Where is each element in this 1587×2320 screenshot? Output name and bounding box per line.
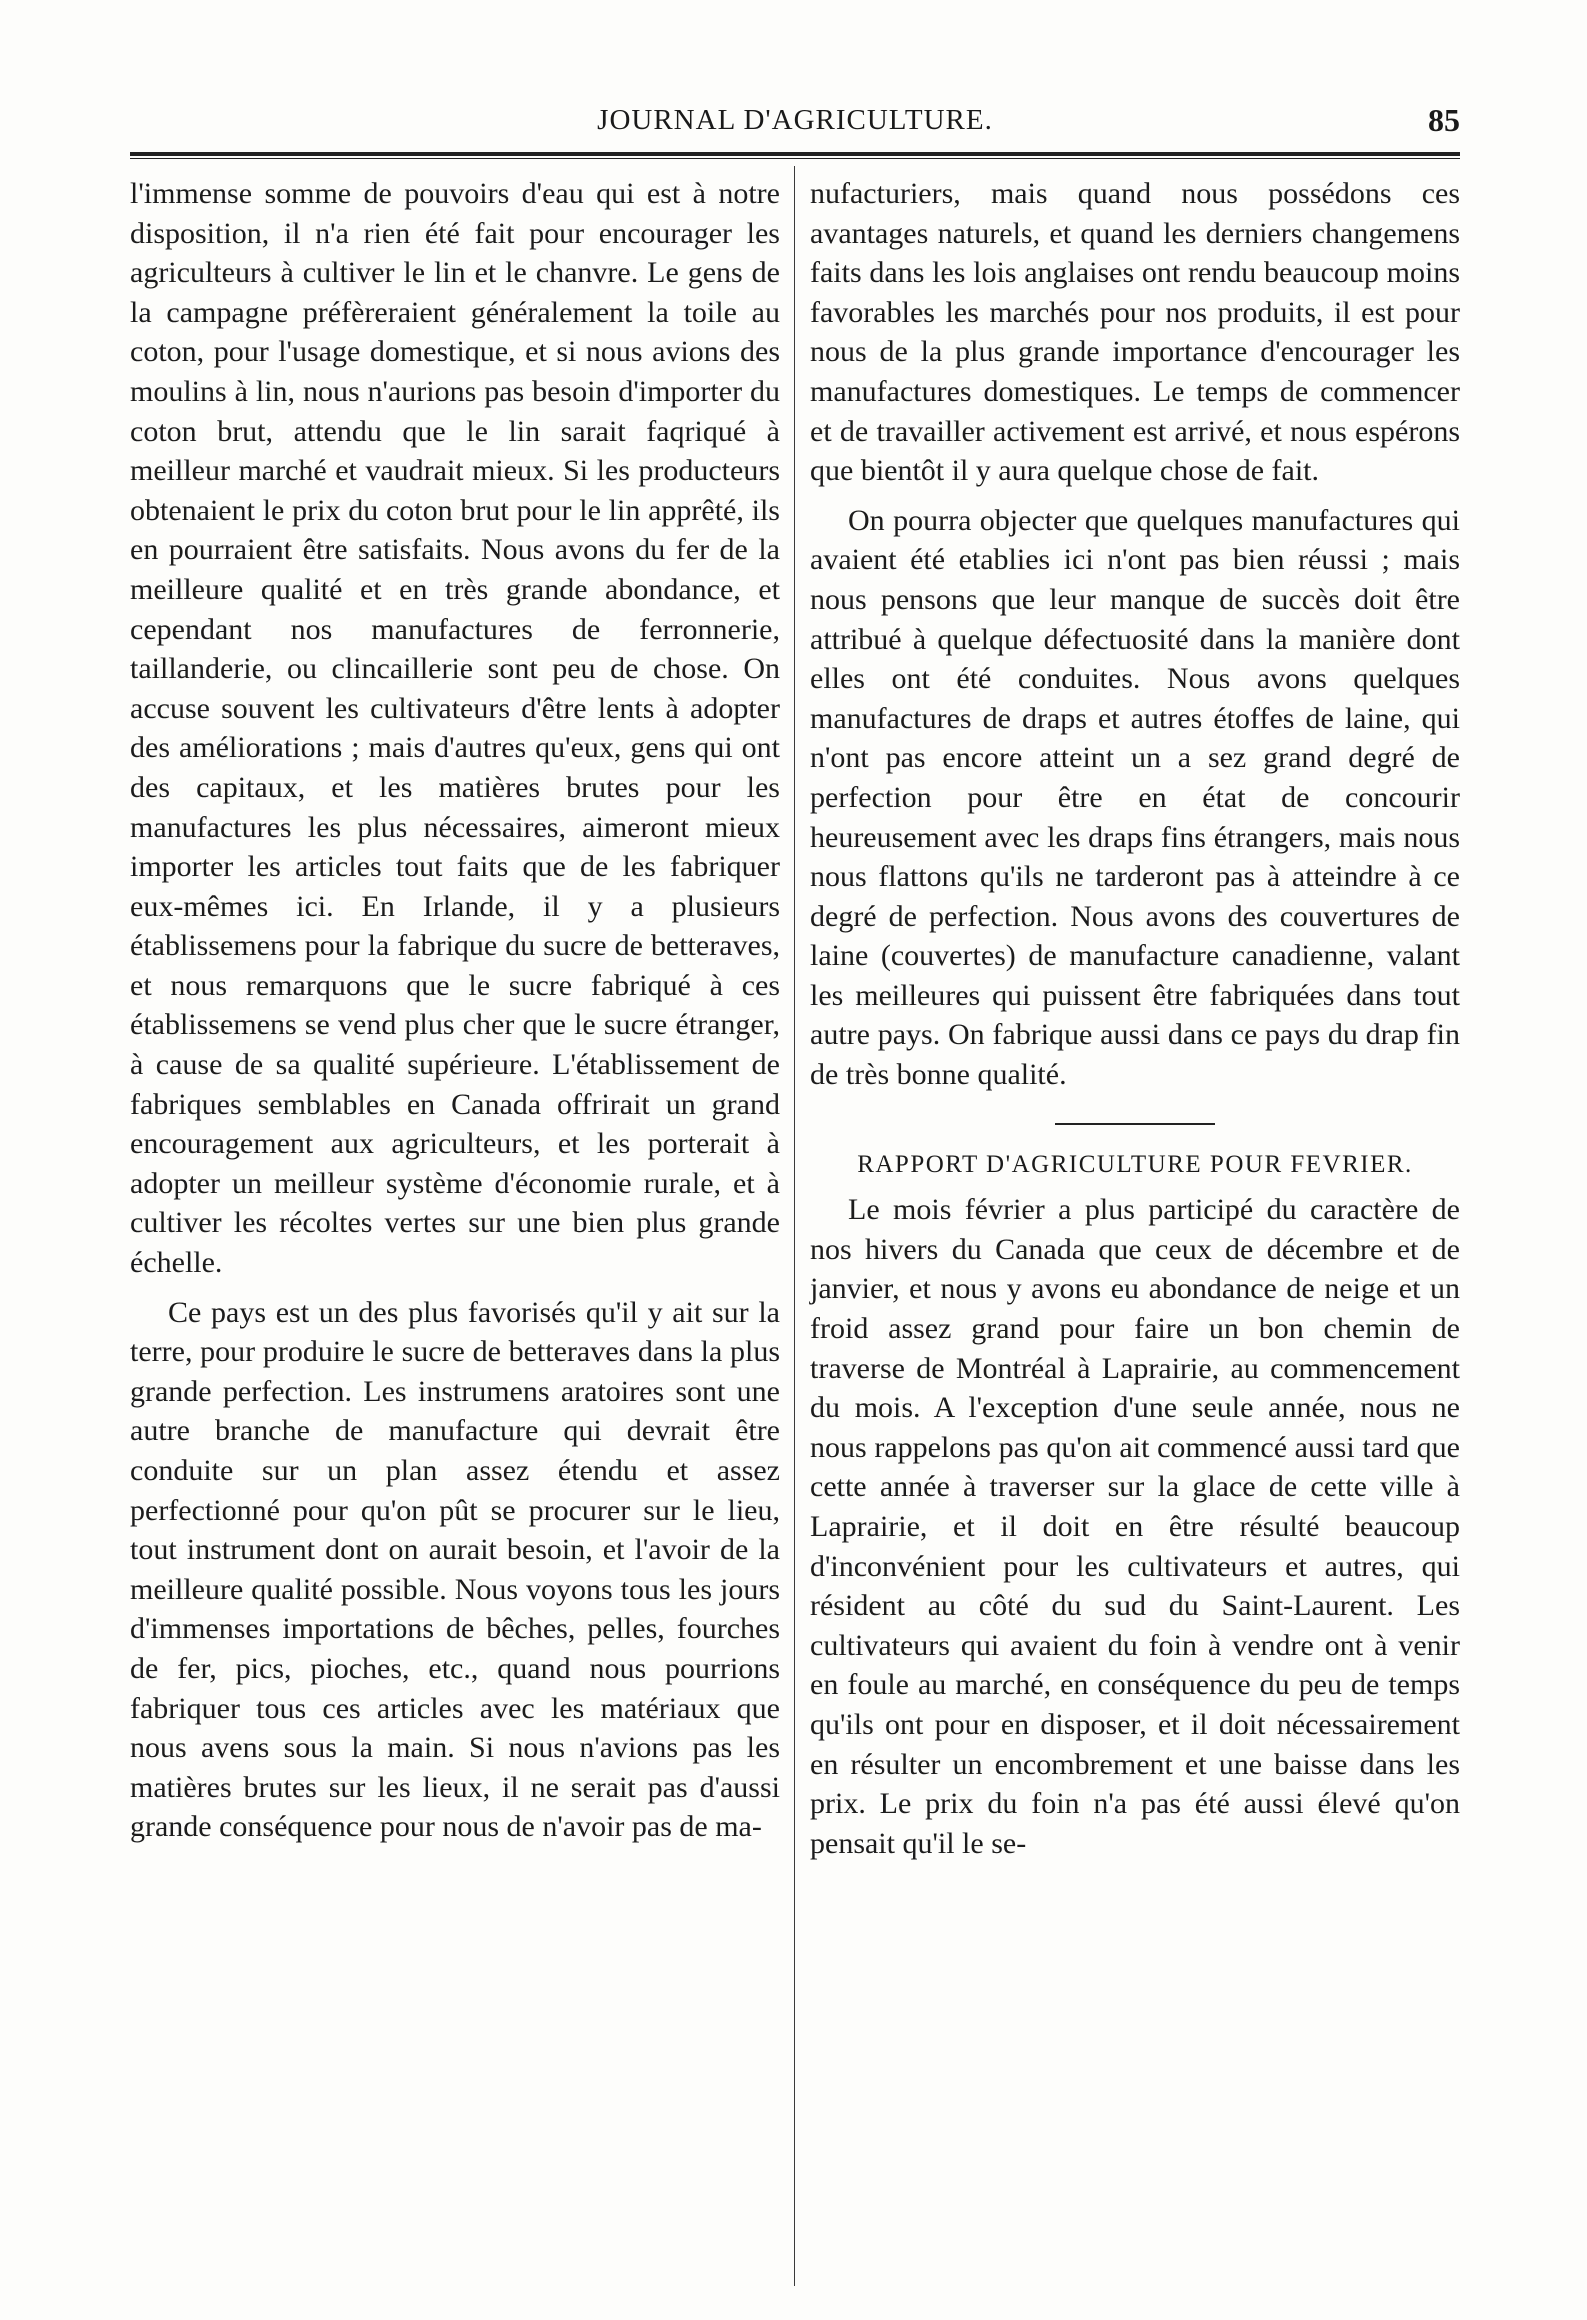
running-title: JOURNAL D'AGRICULTURE. (597, 104, 993, 136)
column-divider (794, 166, 795, 2286)
header-rule (130, 152, 1460, 159)
left-paragraph-2: Ce pays est un des plus favorisés qu'il y ait sur la terre, pour produire le sucre de betteraves dans la plus grande perfection. Les instrumens aratoires sont une autre branche de manufacture qui devrait être conduite sur un plan assez étendu et assez perfectionné pour qu'on pût se procurer sur le lieu, tout instrument dont on aurait besoin, et l'avoir de la meilleure qualité possible. Nous voyons tous les jours d'immenses importations de bêches, pelles, fourches de fer, pics, pioches, etc., quand nous pourrions fabriquer tous ces articles avec les matériaux que nous avens sous la main. Si nous n'avions pas les matières brutes sur les lieux, il ne serait pas d'aussi grande conséquence pour nous de n'avoir pas de ma- (130, 1295, 780, 1844)
right-paragraph-2: On pourra objecter que quelques manufactures qui avaient été etablies ici n'ont pas bien réussi ; mais nous pensons que leur manque de succès doit être attribué à quelque défectuosité dans la manière dont elles ont été conduites. Nous avons quelques manufactures de draps et autres étoffes de laine, qui n'ont pas encore atteint un a sez grand degré de perfection pour être en état de concourir heureusement avec les draps fins étrangers, mais nous nous flattons qu'ils ne tarderont pas à atteindre à ce degré de perfection. Nous avons des couvertures de laine (couvertes) de manufacture canadienne, valant les meilleures qui puissent être fabriquées dans tout autre pays. On fabrique aussi dans ce pays du drap fin de très bonne qualité. (810, 503, 1460, 1092)
right-paragraph-1: nufacturiers, mais quand nous possédons ces avantages naturels, et quand les derniers changemens faits dans les lois anglaises ont rendu beaucoup moins favorables les marchés pour nos produits, il est pour nous de la plus grande importance d'encourager les manufactures domestiques. Le temps de commencer et de travailler activement est arrivé, et nous espérons que bientôt il y aura quelque chose de fait. (810, 177, 1460, 488)
section-paragraph-1: Le mois février a plus participé du caractère de nos hivers du Canada que ceux de décembre et de janvier, et nous y avons eu abondance de neige et un froid assez grand pour faire un bon chemin de traverse de Montréal à Laprairie, au commencement du mois. A l'exception d'une seule année, nous ne nous rappelons pas qu'on ait commencé aussi tard que cette année à traverser sur la glace de cette ville à Laprairie, et il doit en être résulté beaucoup d'inconvénient pour les cultivateurs et autres, qui résident au côté du sud du Saint-Laurent. Les cultivateurs qui avaient du foin à vendre ont à venir en foule au marché, en conséquence du peu de temps qu'ils ont pour en disposer, et il doit nécessairement en résulter un encombrement et une baisse dans les prix. Le prix du foin n'a pas été aussi élevé qu'on pensait qu'il le se- (810, 1193, 1460, 1860)
left-paragraph-1: l'immense somme de pouvoirs d'eau qui est à notre disposition, il n'a rien été fait pour encourager les agriculteurs à cultiver le lin et le chanvre. Le gens de la campagne préfèreraient généralement la toile au coton, pour l'usage domestique, et si nous avions des moulins à lin, nous n'aurions pas besoin d'importer du coton brut, attendu que le lin sarait faqriqué à meilleur marché et vaudrait mieux. Si les producteurs obtenaient le prix du coton brut pour le lin apprêté, ils en pourraient être satisfaits. Nous avons du fer de la meilleure qualité et en très grande abondance, et cependant nos manufactures de ferronnerie, taillanderie, ou clincaillerie sont peu de chose. On accuse souvent les cultivateurs d'être lents à adopter des améliorations ; mais d'autres qu'eux, gens qui ont des capitaux, et les matières brutes pour les manufactures les plus nécessaires, aimeront mieux importer les articles tout faits que de les fabriquer eux-mêmes ici. En Irlande, il y a plusieurs établissemens pour la fabrique du sucre de betteraves, et nous remarquons que le sucre fabriqué à ces établissemens se vend plus cher que le sucre étranger, à cause de sa qualité supérieure. L'établissement de fabriques semblables en Canada offrirait un grand encouragement aux agriculteurs, et les porterait à adopter un meilleur système d'économie rurale, et à cultiver les récoltes vertes sur une bien plus grande échelle. (130, 177, 780, 1280)
section-title: RAPPORT D'AGRICULTURE POUR FEVRIER. (857, 1150, 1413, 1178)
left-column (130, 174, 780, 1857)
page-number: 85 (1428, 102, 1460, 138)
right-column (810, 174, 1460, 1873)
section-separator-rule (1055, 1123, 1215, 1125)
page-header (130, 100, 1460, 148)
